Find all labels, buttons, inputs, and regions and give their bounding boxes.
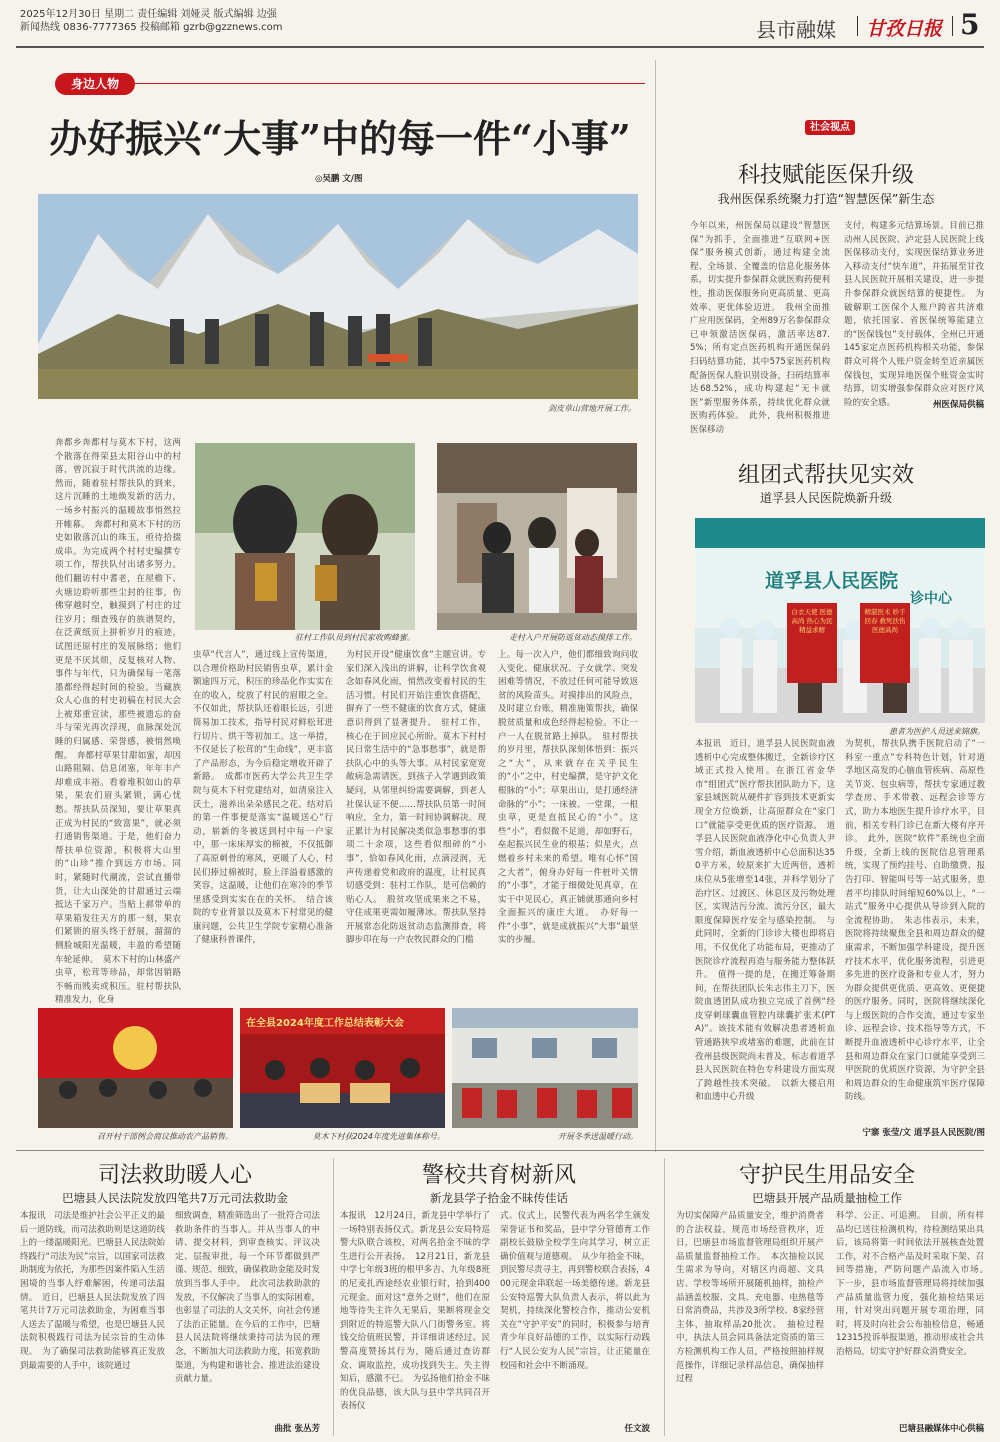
right2-title: 组团式帮扶见实效 [737,463,914,488]
feature-byline: ◎吴鹏 文/图 [315,174,363,184]
feature-body-col2: 虫草“代言人”，通过线上宣传渠道，以合理价格助村民销售虫草，累计金额逾四万元，积压的珍品化作实实在在的收入，绽放了村民的眉眼之全。不仅如此，帮扶队还着眼长远，引进简易加工技术，指导村民对鲜松茸进行切片、烘干等初加工。这一举措，不仅延长了松茸的“生命线”，更丰富了产品形态，为今后稳定增收开辟了新路。 成都市医药大学公共卫生学院与莫木下村党建结对，如清泉注入沃土，滋养出朵朵感民之花。结对后的第一件事便是落实“温暖送心”行动，崭新的冬被送到村中每一户家中，那一床床厚实的棉被，不仅抵御了高原刺骨的寒风，更暖了人心，村民们捧过棉被时，脸上洋溢着感激的笑容，这温暖，让他们在寒冷的季节里感受到实实在在的关怀。 结合该院的专业背景以及莫木下村常见的健康问题，公共卫生学院专家精心准备了健康科普课件， [193,650,333,946]
pennant-2: 精湛医术 妙手回春 救死扶伤 医德高尚 [864,608,906,634]
photo-winter-caption: 开展冬季送温暖行动。 [558,1132,638,1141]
feature-title: 办好振兴“大事”中的每一件“小事” [49,116,631,161]
bottom-rule [16,1150,984,1151]
hospital-photo-caption: 患者为医护人员送来锦旗。 [889,727,985,736]
right2-col2: 为契机，帮扶队携手医院启动了“一科室一重点”专科特色计划，针对道孚地区高发的心脑血管疾病、高原性关节炎、包虫病等，帮扶专家通过教学查房、手术带教、远程会诊等方式，助力本地医生提升诊疗水平，目前，相关专科门诊已在新大楼有序开诊。 此外，医院“软件”系统也全面升级，全新上线的医院信息管理系统，实现了预约挂号、自助缴费、报告打印、智能叫号等一站式服务，患者平均排队时间缩短60%以上，“一站式”服务中心提供从导诊到入院的全流程协助。 朱志伟表示，未来，医院将持续聚焦全县和周边群众的健康需求，不断加强学科建设，提升医疗技术水平，优化服务流程，引进更多先进的医疗设备和专业人才，努力为群众提供更优质、更高效、更便捷的医疗服务。同时，医院将继续深化与上级医院的合作交流，通过专家坐诊、远程会诊、技术指导等方式，不断提升血液透析中心诊疗水平，让全县和周边群众在家门口就能享受到三甲医院的优质医疗资源，为守护全县和周边群众的生命健康筑牢医疗保障防线。 [845,739,985,1103]
hospital-photo [695,518,985,723]
section-name: 县市融媒 [756,18,836,42]
bottom-divider-1 [333,1158,334,1436]
header-divider-2 [952,16,953,36]
masthead-rule [16,46,984,48]
bottom2-col2: 式。仪式上，民警代表为两名学生颁发荣誉证书和奖品，县中学分管德育工作副校长鼓励全校学生向其学习，树立正确价值观与道德观。 从少年拾金不昧，到民警尽责寻主，再到警校联合表扬，400元现金串联起一场美德传递。新龙县公安特巡警大队负责人表示，将以此为契机，持续深化警校合作，推动公安机关在“守护平安”的同时，积极参与培育青少年良好品德的工作，以实际行动践行“人民公安为人民”宗旨，让正能量在校园和社会中不断涌现。 [500,1211,650,1371]
column-divider [655,60,656,1152]
social-tag [805,118,855,133]
feature-body-col3: 为村民开设“健康饮食”主题宣讲。专家们深入浅出的讲解，让科学饮食观念如春风化雨，悄然改变着村民的生活习惯。村民们开始注重饮食搭配，摒弃了一些不健康的饮食方式，健康意识得到了显著提升。 驻村工作，核心在于回应民心所盼。莫木下村村民日常生活中的“急事愁事”，就是帮扶队心中的头等大事。从村民家宽宽敞病急需请医，到孩子入学遇到政策疑问，从邻里纠纷需要调解，到老人社保认证不便……帮扶队员第一时间响应，全力，第一时间协调解决。现正累计为村民解决类似急事愁事的事项二十余项，这些看似细碎的“小事”，恰如春风化雨，点滴浸润，无声传递着党和政府的温度，让村民真切感受到：驻村工作队，是可信赖的贴心人。 脱贫攻坚成果来之不易，守住成果更需如履薄冰。帮扶队坚持开展常态化防返贫动态监测排查，将脚步印在每一户农牧民群众的门槛 [346,650,486,946]
photo-award-banner: 在全县2024年度工作总结表彰大会 [246,1018,404,1029]
bottom2-col1: 本报讯 12月24日，新龙县中学举行了一场特别表扬仪式。新龙县公安局特巡警大队联合该校，对两名拾金不昧的学生进行公开表扬。 12月21日，新龙县中学七年级3班的根甲多吉、九年级8班的尼麦扎西途经农业银行时，拾到400元现金。面对这“意外之财”，他们在原地等待失主许久无果后，果断将现金交到附近的特巡警大队八门街警务室。将钱交给值班民警，并详细讲述经过。民警高度赞扬其行为，随后通过查访群众、调取监控，成功找到失主。失主得知后，感激不已。 为弘扬他们拾金不昧的优良品德，该大队与县中学共同召开表扬仪 [340,1211,490,1412]
bottom2-credit: 任文波 [624,1424,650,1434]
social-tag-label: 社会视点 [805,120,855,135]
right1-subtitle: 我州医保系统聚力打造“智慧医保”新生态 [717,192,935,206]
pennant-1: 白衣天使 医德高尚 热心为民 精益求精 [791,608,833,634]
photo-winter [452,1008,638,1128]
feature-tag: 身边人物 [55,73,135,95]
photo-award [240,1008,445,1128]
photo-meeting-caption: 召开村干部例会商议推动农产品销售。 [97,1132,233,1141]
feature-tag-line [135,83,645,84]
date-line: 2025年12月30日 星期二 责任编辑 刘娅灵 版式编辑 边强 [20,9,277,20]
hotline-line: 新闻热线 0836-7777365 投稿邮箱 gzrb@gzznews.com [20,22,283,33]
photo-honey [195,443,415,630]
bottom1-col2: 细致调查，精准筛选出了一批符合司法救助条件的当事人。并从当事人的申请、提交材料，到审查核实、评议决定、层报审批，每一个环节都做到严谨、规范、细致，确保救助金能及时发放到当事人手中。 此次司法救助款的发放，不仅解决了当事人的实际困难，也彰显了司法的人文关怀，向社会传递了法治正能量。在今后的工作中，巴塘县人民法院将继续秉持司法为民的理念，不断加大司法救助力度，拓宽救助渠道，为构建和谐社会、推进法治建设贡献力量。 [175,1211,320,1385]
photo-household [437,443,637,630]
photo-meeting [38,1008,233,1128]
right1-col2: 支付，构建多元结算场景。目前已推动州人民医院、泸定县人民医院上线医保移动支付，实现医保结算业务进入移动支付“快车道”，并拓展至甘孜县人民医院开展相关建设，进一步提升参保群众就医结算的便捷性。 为破解职工医保个人账户跨省共济难题，依托国家、省医保统筹能建立的“医保钱包”支付载体，全州已开通145家定点医药机构相关功能，参保群众可将个人账户资金转至近亲属医保钱包，实现异地医保个账资金实时结算，切实增强参保群众应对医疗风险的安全感。 [844,221,984,408]
paper-logo: 甘孜日报 [866,18,943,40]
hospital-sign-text-2: 诊中心 [910,591,952,607]
photo-household-caption: 走村入户开展防返贫动态摸排工作。 [509,633,637,642]
right2-col1: 本报讯 近日，道孚县人民医院血液透析中心完成整体搬迁，全新诊疗区域正式投入使用。在浙江省金华市“组团式”医疗帮扶团队助力下，这家县域医院从硬件扩容到技术更新实现全方位焕新，让高原群众在“家门口”就能享受更优质的医疗资源。 道孚县人民医院血液净化中心负责人尹雪介绍，新血液透析中心总面积达350平方米，较原来扩大近两倍，透析床位从5张增至14张，并科学划分了治疗区、过渡区、休息区及污物处理区，实现洁污分流、流污分区，最大限度保障医疗安全与感染控制。 与此同时，全新的门诊诊大楼也即将启用，不仅优化了功能布局，更推动了医院诊疗流程再造与服务能力整体跃升。 值得一提的是，在搬迁筹备期间，在帮扶团队长朱志伟主刀下，医院血透团队成功独立完成了首例“经皮穿刺球囊血管腔内球囊扩张术(PTA)”。该技术能有效解决患者透析血管通路狭窄或堵塞的难题，此前在甘孜州县级医院尚未普及，标志着道孚县人民医院在特色专科建设方面实现了跨越性技术突破。 以新大楼启用和血透中心升级 [695,739,835,1103]
page-number: 5 [960,8,980,41]
right1-title: 科技赋能医保升级 [737,163,914,188]
main-photo [38,194,638,399]
photo-award-caption: 莫木下村获2024年度先进集体称号。 [312,1132,445,1141]
right1-col1: 今年以来，州医保局以建设“智慧医保”为抓手，全面推进“互联网+医保”服务模式创新，通过构建全流程、全场景、全覆盖的信息化服务体系，切实提升参保群众就医购药便利性，推动医保服务向更高质量、更高效率、更优体验迈进。 我州全面推广应用医保码，全州89万名参保群众已申领激活医保码，激活率达87.5%；所有定点医药机构开通医保码扫码结算功能，其中575家医药机构配备医保人脸识别设备，扫码结算率达68.52%，成功构建起“无卡就医”新型服务体系，持续优化群众就医购药体验。 此外，我州积极推进医保移动 [690,221,830,435]
right1-credit: 州医保局供稿 [932,400,984,410]
bottom3-title: 守护民生用品安全 [738,1163,915,1188]
masthead [0,0,1000,46]
bottom2-title: 警校共育树新风 [421,1163,576,1188]
feature-body-col1: 奔都乡奔都村与莫木下村，这两个散落在得荣县太阳谷山中的村落，曾沉寂于时代洪流的边缘。然而，随着驻村帮扶队的到来，这片沉睡的土地焕发新的活力，一场乡村振兴的温暖故事悄然拉开帷幕。 奔都村和莫木下村的历史如散落沉山的珠玉，亟待拾掇成串。为完成两个村村史编撰专项工作，帮扶队付出诸多努力。他们翻访村中耆老，在屋檐下、火塘边聆听那些尘封的往事，伤佛穿越时空，触摸到了村庄的过往岁月；细查残存的族谱契约，在泛黄纸页上拼析岁月的痕迹，试图还原村庄的发展脉络；他们更是不厌其烦，反复核对人物、事件与年代，只为确保每一笔落墨都经得起时间的检验。当藏族众人心血的村史初稿在村民大会上被郑重宣读，那些被遗忘的奋斗与荣光再次浮现，血脉深处沉睡的归属感、荣誉感，被悄然唤醒。 奔都村草果甘甜如蜜，却因山路阻隔、信息闭塞，年年丰产却难成丰裕。看着堆积如山的草果，果农们眉头紧锁，满心忧愁。帮扶队员深知，要让草果真正成为村民的“致富果”，就必须打通销售渠道。于是，他们奋力帮扶单位资源，积极将大山里的“山珍”推介到远方市场。同时，紧随时代潮流，尝试直播带货，让大山深处的甘甜通过云端抵达千家万户。当贴上郝带单的草果箱发往天方的那一刻，果农们紧锁的眉头终于舒展，溜溜的侧脸城阳光温暖，丰盈的希望随车轮延伸。 莫木下村的山林盛产虫草，松茸等珍品，却常因销路不畅而贱卖或积压。驻村帮扶队精准发力，化身 [55,438,181,1006]
bottom1-credit: 曲批 张丛芳 [274,1424,320,1434]
main-photo-caption: 剑皮草山营地开展工作。 [548,404,636,413]
bottom1-subtitle: 巴塘县人民法院发放四笔共7万元司法救助金 [62,1191,288,1205]
bottom3-subtitle: 巴塘县开展产品质量抽检工作 [752,1191,902,1205]
bottom3-credit: 巴塘县融媒体中心供稿 [898,1424,984,1434]
bottom1-col1: 本报讯 司法是维护社会公平正义的最后一道防线，而司法救助则是这道防线上的一缕温暖阳光。巴塘县人民法院始终践行“司法为民”宗旨，以国家司法救助制度为依托，为那些因案件陷入生活困境的当事人纾难解困，传递司法温情。 近日，巴塘县人民法院发放了四笔共计7万元司法救助金，为困难当事人送去了温暖与希望，也是巴塘县人民法院积极践行司法为民宗旨的生动体现。 为了确保司法救助能够真正发放到最需要的人手中，该院通过 [20,1211,165,1371]
photo-honey-caption: 驻村工作队员到村民家收购蜂蜜。 [295,633,415,642]
bottom1-title: 司法救助暖人心 [97,1163,252,1188]
bottom3-col2: 科学、公正、可追溯。 目前，所有样品均已送往检测机构，待检测结果出具后，该局将第一时间依法开展核查处置工作，对不合格产品及时采取下架、召回等措施，严防问题产品流入市场。 下一步，县市场监督管理局将持续加强产品质量监管力度，强化抽检结果运用，针对突出问题开展专项治理，同时，将及时向社会公布抽检信息，畅通12315投诉举报渠道，推动形成社会共治格局，切实守护好群众消费安全。 [836,1211,993,1357]
feature-body-col4: 上。每一次入户，他们都细致询问收入变化、健康状况、子女就学、突发困难等情况，不放过任何可能导致返贫的风险苗头。对摸排出的风险点，及时建立台账，精准施策帮扶，确保脱贫质量和成色经得起检验。不让一户一人在脱贫路上掉队。 驻村帮扶的岁月里，帮扶队深刻体悟到：振兴之“大”，从来就存在关乎民生的“小”之中，村史编撰，是守护文化根脉的“小”；草果出山，是打通经济命脉的“小”；一床被、一堂课，一根虫草，更是直抵民心的“小”。这些“小”，看似微不足道，却如野石，垒起振兴民生业的根基；似星火，点燃着乡村未来的希望。唯有心怀“国之大者”，俯身办好每一件桩叶关情的“小事”，才能于细微处见真章，在实干中见民心，真正铺就那通向乡村全面振兴的康庄大道。 办好每一件“小事”，就是成就振兴“大事”最坚实的步履。 [498,650,638,946]
hospital-sign-text: 道孚县人民医院 [765,570,899,592]
header-divider [857,16,858,36]
bottom2-subtitle: 新龙县学子拾金不昧传佳话 [430,1191,568,1205]
bottom-divider-2 [664,1158,665,1436]
right2-credit: 宁寨 张莹/文 道孚县人民医院/图 [862,1128,985,1138]
bottom3-col1: 为切实保障产品质量安全，维护消费者的合法权益，规范市场经营秩序，近日，巴塘县市场监督管理局组织开展产品质量监督抽检工作。 本次抽检以民生需求为导向，对辖区内商超、文具店、学校等场所开展随机抽样，抽检产品涵盖校服、文具、充电器、电热毯等日常消费品，共涉及3所学校、8家经营主体，抽取样品20批次。 抽检过程中，执法人员会同具备法定资质的第三方检测机构工作人员，严格按照抽样规范操作，详细记录样品信息，确保抽样过程 [676,1211,824,1385]
right2-subtitle: 道孚县人民医院焕新升级 [759,491,892,505]
